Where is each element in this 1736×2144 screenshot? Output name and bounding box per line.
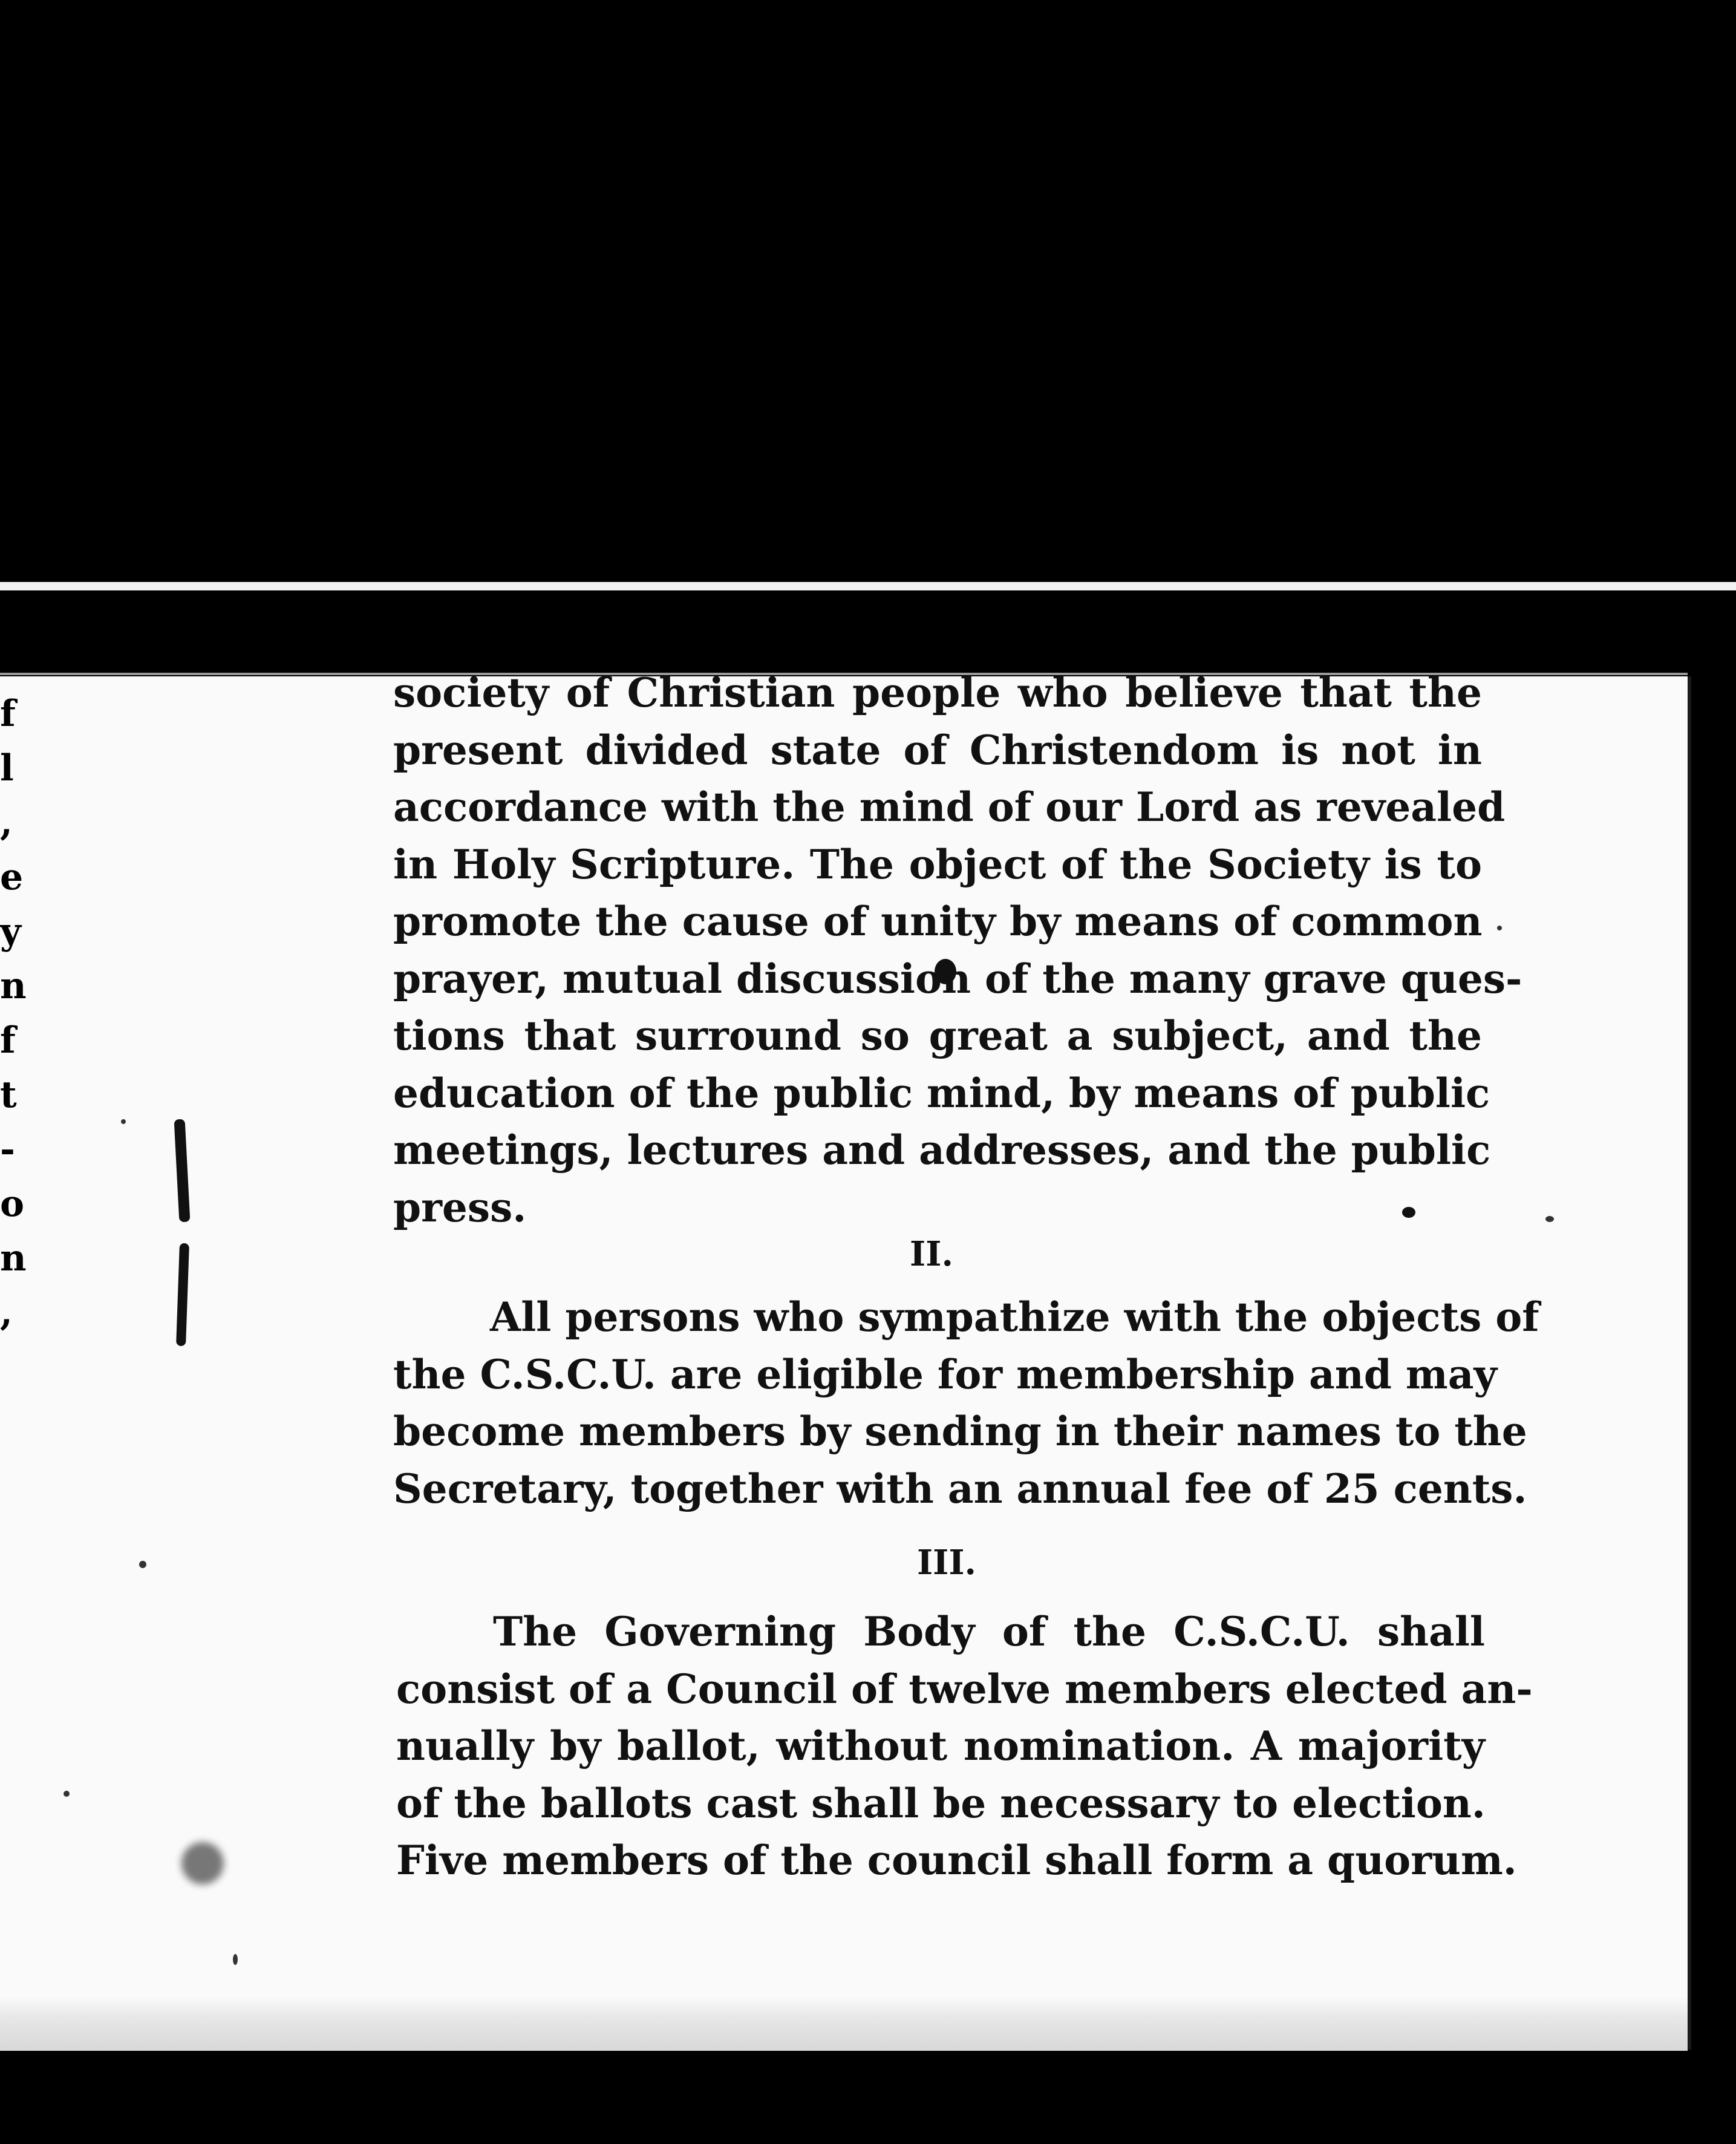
section-3-text (396, 1603, 1533, 1889)
text-line: prayer, mutual discussion of the many grave ques- (393, 955, 1522, 1002)
text-line: accordance with the mind of our Lord as revealed (393, 783, 1506, 831)
margin-fragment: f (0, 1019, 16, 1062)
text-line: Five members of the council shall form a quorum. (396, 1837, 1517, 1884)
margin-fragment: , (0, 1292, 13, 1334)
margin-fragment: y (0, 910, 21, 953)
text-line: in Holy Scripture. The object of the Society is to (393, 840, 1482, 888)
ink-speck (233, 1954, 238, 1965)
section-1-text (393, 664, 1522, 1236)
text-line: Secretary, together with an annual fee of 25 cents. (393, 1465, 1527, 1512)
ink-blot (181, 1842, 224, 1884)
text-line: tions that surround so great a subject, and the (393, 1012, 1482, 1059)
ink-speck (139, 1561, 146, 1568)
ink-speck (1545, 1216, 1554, 1222)
ink-speck (1497, 926, 1502, 930)
text-line: education of the public mind, by means of public (393, 1069, 1490, 1117)
margin-fragment: f (0, 693, 16, 735)
margin-fragment: l (0, 747, 14, 789)
text-line: All persons who sympathize with the objects of (490, 1293, 1539, 1341)
text-line: society of Christian people who believe that the (393, 669, 1482, 716)
section-numeral: III. (916, 1543, 977, 1583)
text-line: The Governing Body of the C.S.C.U. shall (493, 1608, 1485, 1655)
margin-fragment: n (0, 965, 27, 1007)
text-line: present divided state of Christendom is not in (393, 726, 1482, 774)
text-line: become members by sending in their names to the (393, 1408, 1527, 1455)
text-line: consist of a Council of twelve members elected an- (396, 1665, 1533, 1713)
margin-fragment: , (0, 802, 13, 844)
page-bottom-edge (0, 1996, 1688, 2051)
section-2-text (393, 1289, 1539, 1517)
ink-speck (121, 1119, 126, 1124)
section-numeral: II. (910, 1234, 953, 1274)
margin-fragment: o (0, 1183, 25, 1225)
text-line: promote the cause of unity by means of common (393, 898, 1483, 945)
text-line: press. (393, 1183, 527, 1231)
scan-separator-band (0, 582, 1736, 590)
margin-fragment: n (0, 1237, 27, 1280)
text-line: of the ballots cast shall be necessary to election. (396, 1779, 1486, 1827)
margin-fragment: t (0, 1074, 17, 1116)
margin-fragment: e (0, 856, 24, 898)
text-line: nually by ballot, without nomination. A majority (396, 1722, 1485, 1770)
ink-speck (64, 1791, 70, 1797)
margin-fragment: - (0, 1128, 15, 1171)
text-line: meetings, lectures and addresses, and the public (393, 1126, 1491, 1174)
text-line: the C.S.C.U. are eligible for membership and may (393, 1350, 1497, 1398)
